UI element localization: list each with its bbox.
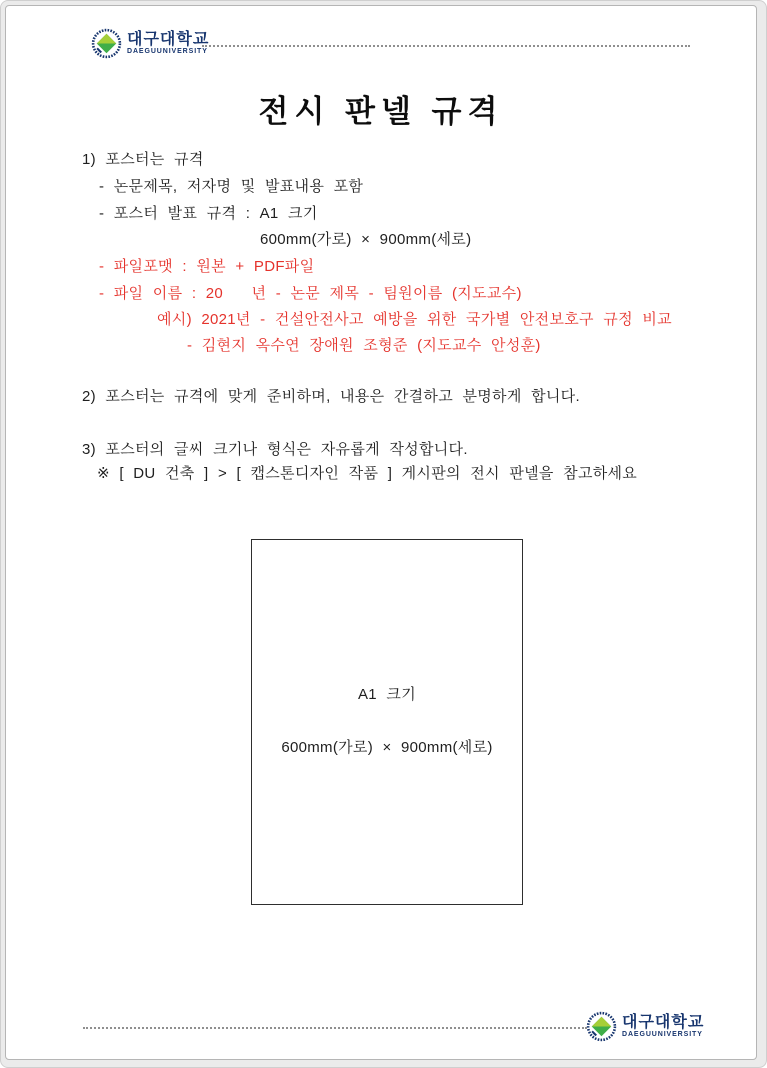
logo-korean-name: 대구대학교 <box>622 1014 705 1031</box>
item-1-example-line-1: 예시) 2021년 - 건설안전사고 예방을 위한 국가별 안전보호구 규정 비교 <box>157 311 672 328</box>
item-1-file-format-line: - 파일포맷 : 원본 + PDF파일 <box>99 258 315 275</box>
item-1-spec-line: - 포스터 발표 규격 : A1 크기 <box>99 205 318 222</box>
footer-divider-dotted-line <box>83 1027 587 1029</box>
panel-size-dimensions: 600mm(가로) × 900mm(세로) <box>281 739 493 756</box>
list-item-1-heading: 1) 포스터는 규격 <box>82 151 204 168</box>
item-1-file-name-line: - 파일 이름 : 20 년 - 논문 제목 - 팀원이름 (지도교수) <box>99 285 522 302</box>
item-1-spec-size-line: 600mm(가로) × 900mm(세로) <box>260 231 472 248</box>
item-3-reference-note: ※ [ DU 건축 ] > [ 캡스톤디자인 작품 ] 게시판의 전시 판넬을 참고하세요 <box>97 465 638 482</box>
logo-english-name: DAEGUUNIVERSITY <box>622 1031 703 1038</box>
daegu-university-emblem-icon <box>586 1011 617 1042</box>
header-divider-dotted-line <box>202 45 690 47</box>
document-page <box>5 5 757 1060</box>
footer-logo-text <box>622 1014 704 1039</box>
header-logo-text <box>127 31 209 56</box>
logo-korean-name: 대구대학교 <box>127 31 210 48</box>
footer-university-logo <box>586 1011 704 1042</box>
item-1-example-line-2: - 김현지 옥수연 장애원 조형준 (지도교수 안성훈) <box>187 337 541 354</box>
logo-english-name: DAEGUUNIVERSITY <box>127 48 208 55</box>
page-title: 전시 판넬 규격 <box>258 94 504 129</box>
list-item-3: 3) 포스터의 글씨 크기나 형식은 자유롭게 작성합니다. <box>82 441 468 458</box>
a1-panel-size-box <box>251 539 523 905</box>
daegu-university-emblem-icon <box>91 28 122 59</box>
header-university-logo <box>91 28 209 59</box>
item-1-contents-line: - 논문제목, 저자명 및 발표내용 포함 <box>99 178 364 195</box>
list-item-2: 2) 포스터는 규격에 맞게 준비하며, 내용은 간결하고 분명하게 합니다. <box>82 388 580 405</box>
panel-size-label: A1 크기 <box>358 686 416 703</box>
